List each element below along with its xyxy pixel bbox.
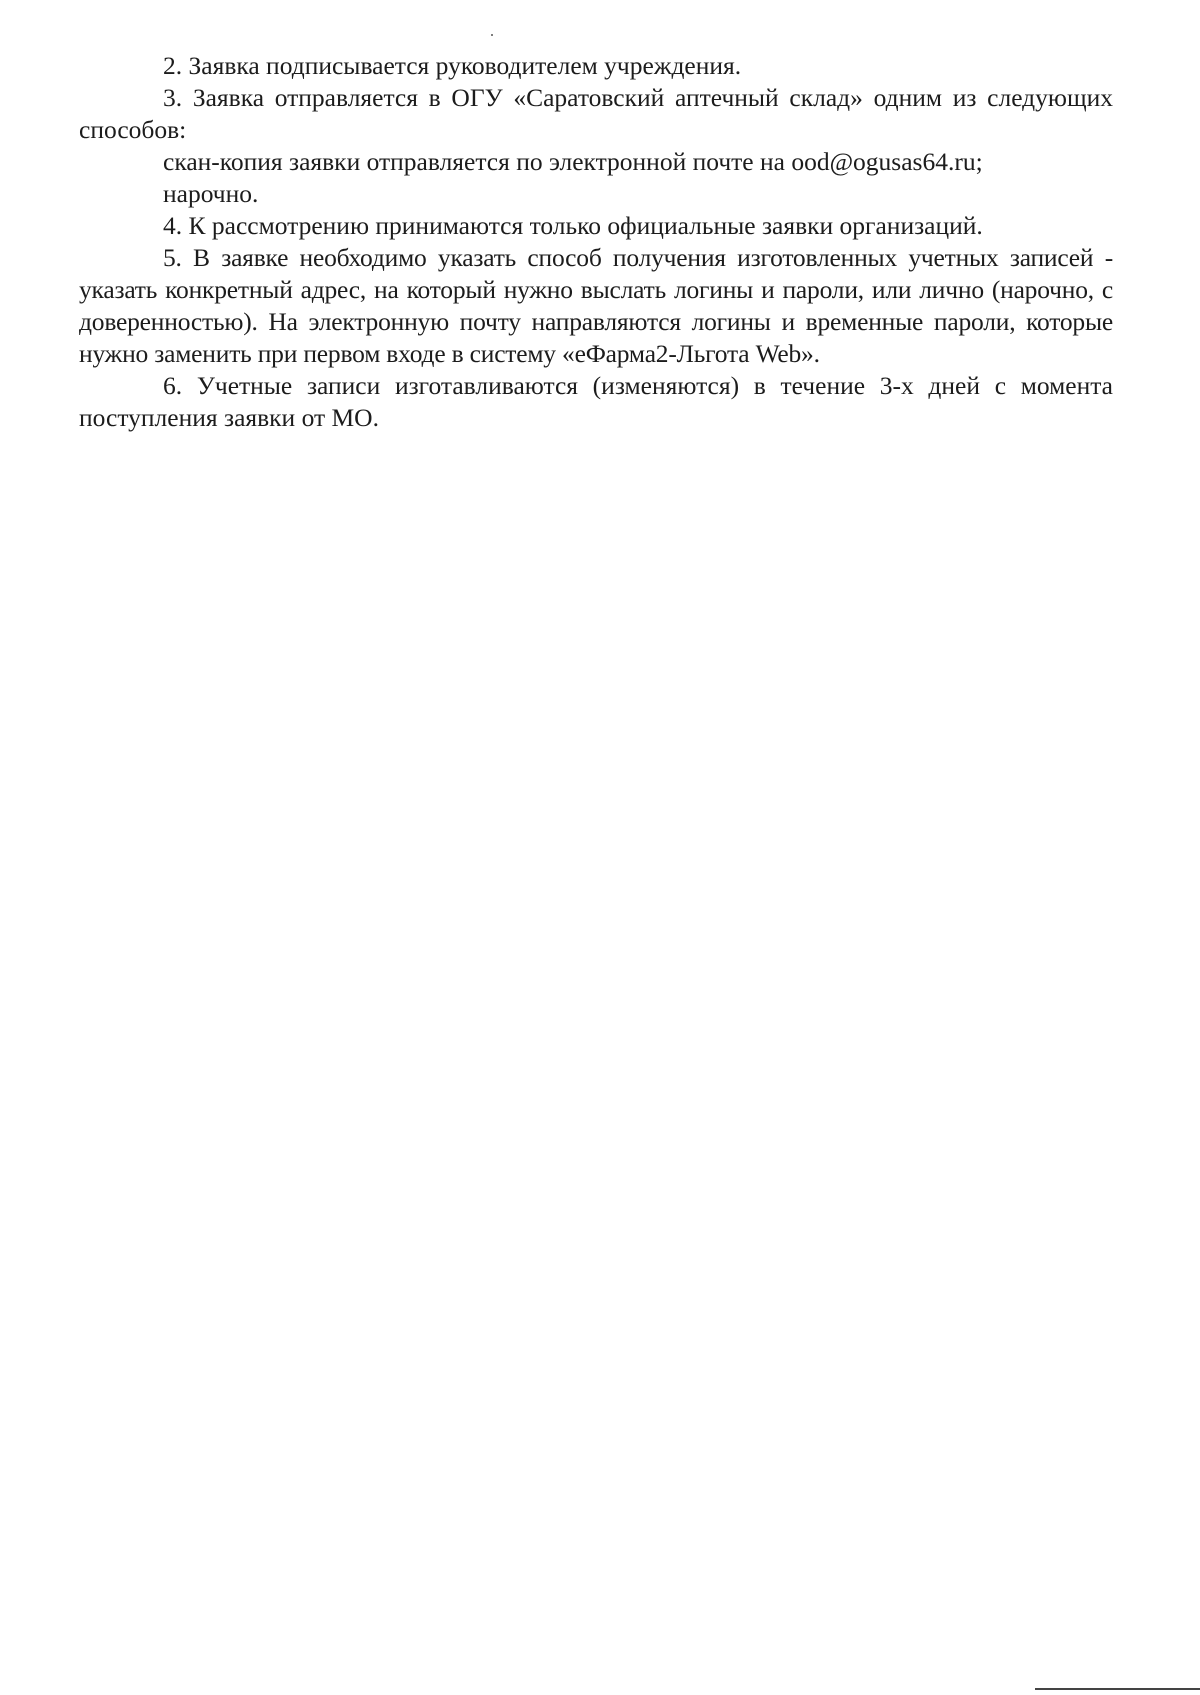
scan-edge-line [1035,1688,1200,1690]
paragraph-method-scan-email: скан-копия заявки отправляется по электронной почте на ood@ogusas64.ru; [163,147,983,176]
document-body [79,50,1113,434]
paragraph-item-2: 2. Заявка подписывается руководителем учреждения. [163,51,742,80]
paragraph-item-6: 6. Учетные записи изготавливаются (изменяются) в течение 3-х дней с момента поступления заявки от МО. [79,371,1113,432]
paragraph-item-5: 5. В заявке необходимо указать способ получения изготовленных учетных записей - указать конкретный адрес, на который нужно выслать логины и пароли, или лично (нарочно, с доверенностью). На электронную почту направляются логины и временные пароли, которые нужно заменить при первом входе в систему «еФарма2-Льгота Web». [79,243,1113,368]
paragraph-item-4: 4. К рассмотрению принимаются только официальные заявки организаций. [163,211,983,240]
scan-artifact-dot [491,34,493,36]
paragraph-method-courier: нарочно. [163,179,259,208]
paragraph-item-3: 3. Заявка отправляется в ОГУ «Саратовский аптечный склад» одним из следующих способов: [79,83,1113,144]
